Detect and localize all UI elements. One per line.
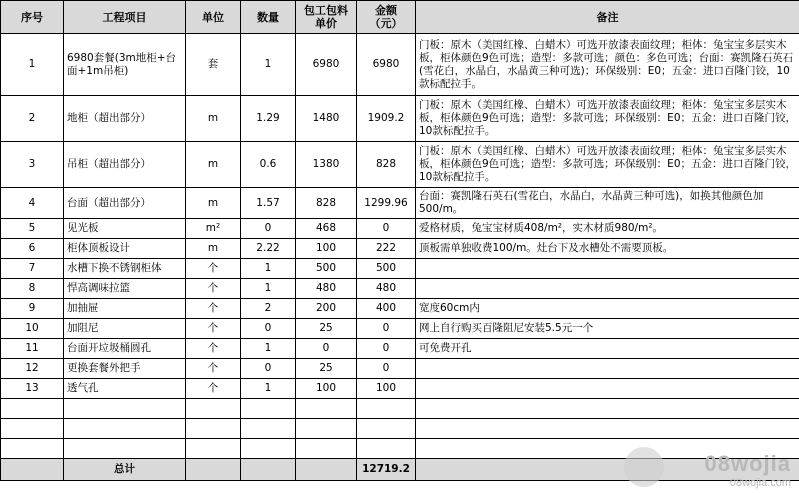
table-row	[1, 319, 799, 339]
row-qty: 1	[241, 279, 296, 299]
header-price-line1: 包工包料	[304, 4, 348, 17]
row-unit: 个	[186, 339, 241, 359]
row-note	[416, 359, 799, 379]
row-unit: m²	[186, 219, 241, 239]
row-note: 宽度60cm内	[416, 299, 799, 319]
row-price: 500	[296, 259, 357, 279]
row-amount: 500	[357, 259, 416, 279]
row-qty: 0	[241, 319, 296, 339]
table-row	[1, 142, 799, 188]
row-price: 828	[296, 188, 357, 219]
row-amount: 1909.2	[357, 96, 416, 142]
total-label: 总计	[64, 459, 186, 481]
row-amount: 1299.96	[357, 188, 416, 219]
header-no: 序号	[1, 1, 64, 34]
row-no: 4	[1, 188, 64, 219]
row-note: 门板：原木（美国红橡、白蜡木）可选开放漆表面纹理；柜体：兔宝宝多层实木板，柜体颜色9色可选；造型：多款可选；颜色：多色可选；台面：赛凯隆石英石(雪花白，水晶白，水晶黄三种可选)；环保级别：E0；五金：进口百隆门铰，10款标配拉手。	[416, 34, 799, 96]
row-qty: 2	[241, 299, 296, 319]
row-item: 更换套餐外把手	[64, 359, 186, 379]
row-amount: 6980	[357, 34, 416, 96]
header-row	[1, 1, 799, 34]
row-qty: 1.57	[241, 188, 296, 219]
row-note: 爱格材质，兔宝宝材质408/m²，实木材质980/m²。	[416, 219, 799, 239]
row-note	[416, 259, 799, 279]
row-price: 25	[296, 359, 357, 379]
table-row	[1, 219, 799, 239]
row-item: 见光板	[64, 219, 186, 239]
row-note: 台面：赛凯隆石英石(雪花白，水晶白，水晶黄三种可选)，如换其他颜色加500/m。	[416, 188, 799, 219]
row-no: 7	[1, 259, 64, 279]
row-price: 1480	[296, 96, 357, 142]
row-note	[416, 379, 799, 399]
row-note: 顶板需单独收费100/m。灶台下及水槽处不需要顶板。	[416, 239, 799, 259]
row-price: 0	[296, 339, 357, 359]
row-no: 6	[1, 239, 64, 259]
row-item: 悍高调味拉篮	[64, 279, 186, 299]
row-amount: 828	[357, 142, 416, 188]
row-no: 8	[1, 279, 64, 299]
row-item: 加阻尼	[64, 319, 186, 339]
row-item: 台面开垃圾桶圆孔	[64, 339, 186, 359]
empty-row	[1, 419, 799, 439]
row-price: 480	[296, 279, 357, 299]
row-amount: 400	[357, 299, 416, 319]
row-amount: 0	[357, 219, 416, 239]
table-row	[1, 96, 799, 142]
row-item: 6980套餐(3m地柜+台面+1m吊柜)	[64, 34, 186, 96]
empty-row	[1, 439, 799, 459]
row-no: 11	[1, 339, 64, 359]
row-qty: 1	[241, 259, 296, 279]
row-unit: 个	[186, 319, 241, 339]
watermark-line1: 08wojia	[704, 451, 791, 476]
row-qty: 1	[241, 379, 296, 399]
row-amount: 480	[357, 279, 416, 299]
empty-row	[1, 399, 799, 419]
header-item: 工程项目	[64, 1, 186, 34]
row-no: 9	[1, 299, 64, 319]
row-price: 1380	[296, 142, 357, 188]
row-note: 门板：原木（美国红橡、白蜡木）可选开放漆表面纹理；柜体：兔宝宝多层实木板，柜体颜色9色可选；造型：多款可选；环保级别：E0；五金：进口百隆门铰，10款标配拉手。	[416, 142, 799, 188]
row-item: 吊柜（超出部分）	[64, 142, 186, 188]
row-qty: 1	[241, 339, 296, 359]
row-item: 透气孔	[64, 379, 186, 399]
row-qty: 1.29	[241, 96, 296, 142]
row-no: 5	[1, 219, 64, 239]
row-no: 13	[1, 379, 64, 399]
row-unit: m	[186, 239, 241, 259]
row-item: 加抽屉	[64, 299, 186, 319]
total-row	[1, 459, 799, 481]
row-amount: 0	[357, 339, 416, 359]
row-qty: 0	[241, 219, 296, 239]
row-unit: 个	[186, 279, 241, 299]
row-price: 100	[296, 379, 357, 399]
row-price: 200	[296, 299, 357, 319]
header-price	[296, 1, 357, 34]
row-qty: 1	[241, 34, 296, 96]
row-note: 可免费开孔	[416, 339, 799, 359]
row-unit: 套	[186, 34, 241, 96]
header-note: 备注	[416, 1, 799, 34]
row-price: 25	[296, 319, 357, 339]
row-unit: 个	[186, 359, 241, 379]
row-qty: 0.6	[241, 142, 296, 188]
watermark	[705, 451, 791, 489]
watermark-line2: 08wojia.com	[729, 477, 791, 489]
table-row	[1, 34, 799, 96]
row-qty: 0	[241, 359, 296, 379]
header-unit: 单位	[186, 1, 241, 34]
row-unit: 个	[186, 259, 241, 279]
row-item: 台面（超出部分）	[64, 188, 186, 219]
row-item: 柜体顶板设计	[64, 239, 186, 259]
row-price: 100	[296, 239, 357, 259]
header-qty: 数量	[241, 1, 296, 34]
watermark-logo-icon	[624, 447, 664, 487]
row-unit: 个	[186, 299, 241, 319]
table-row	[1, 279, 799, 299]
row-unit: m	[186, 188, 241, 219]
table-row	[1, 188, 799, 219]
row-price: 6980	[296, 34, 357, 96]
table-row	[1, 379, 799, 399]
row-no: 2	[1, 96, 64, 142]
table-row	[1, 299, 799, 319]
row-note: 门板：原木（美国红橡、白蜡木）可选开放漆表面纹理；柜体：兔宝宝多层实木板，柜体颜色9色可选；造型：多款可选；环保级别：E0；五金：进口百隆门铰，10款标配拉手。	[416, 96, 799, 142]
table-row	[1, 259, 799, 279]
table-row	[1, 239, 799, 259]
row-no: 12	[1, 359, 64, 379]
row-no: 1	[1, 34, 64, 96]
row-amount: 0	[357, 319, 416, 339]
row-amount: 0	[357, 359, 416, 379]
header-amount-line2: （元）	[369, 17, 403, 30]
header-price-line2: 单价	[315, 17, 337, 30]
table-row	[1, 359, 799, 379]
row-amount: 100	[357, 379, 416, 399]
row-note: 网上自行购买百隆阻尼安装5.5元一个	[416, 319, 799, 339]
row-unit: m	[186, 96, 241, 142]
table-row	[1, 339, 799, 359]
row-unit: 个	[186, 379, 241, 399]
row-amount: 222	[357, 239, 416, 259]
row-no: 10	[1, 319, 64, 339]
row-note	[416, 279, 799, 299]
row-unit: m	[186, 142, 241, 188]
row-item: 地柜（超出部分）	[64, 96, 186, 142]
header-amount-line1: 金额	[375, 4, 397, 17]
row-no: 3	[1, 142, 64, 188]
total-amount: 12719.2	[357, 459, 416, 481]
row-item: 水槽下换不锈钢柜体	[64, 259, 186, 279]
header-amount	[357, 1, 416, 34]
row-price: 468	[296, 219, 357, 239]
row-qty: 2.22	[241, 239, 296, 259]
